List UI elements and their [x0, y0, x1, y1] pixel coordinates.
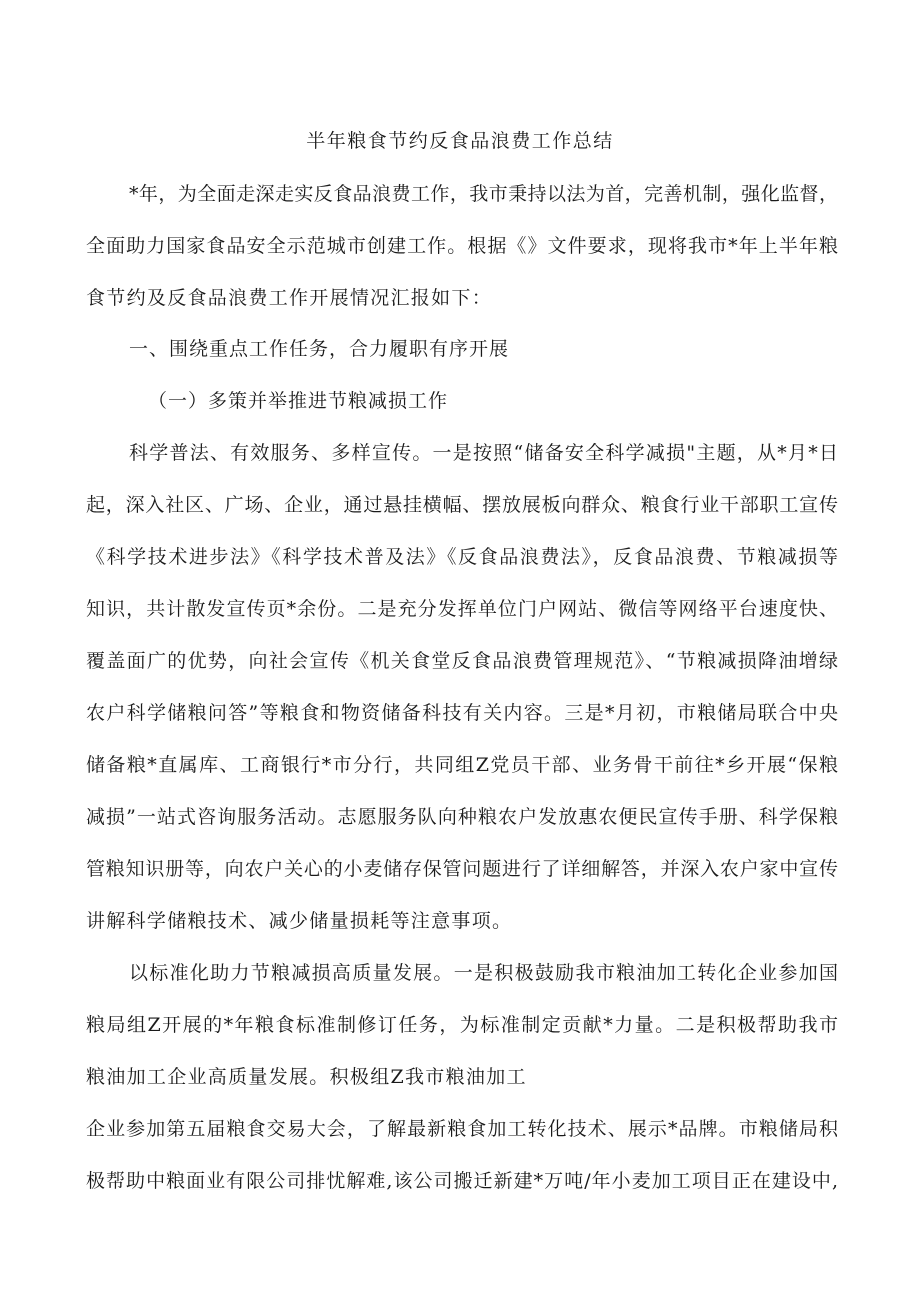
- para3-line-2: 极帮助中粮面业有限公司排忧解难,该公司搬迁新建*万吨/年小麦加工项目正在建设中,: [86, 1170, 838, 1192]
- para1-line-4: 知识，共计散发宣传页*余份。二是充分发挥单位门户网站、微信等网络平台速度快、: [86, 598, 838, 620]
- para1-line-5: 覆盖面广的优势，向社会宣传《机关食堂反食品浪费管理规范》、“节粮减损降油增绿: [86, 650, 838, 672]
- para1-line-1: 科学普法、有效服务、多样宣传。一是按照“储备安全科学减损"主题，从*月*日: [129, 442, 838, 464]
- para1-line-10: 讲解科学储粮技术、减少储量损耗等注意事项。: [86, 910, 513, 932]
- para1-line-3: 《科学技术进步法》《科学技术普及法》《反食品浪费法》，反食品浪费、节粮减损等: [86, 546, 838, 568]
- para1-line-6: 农户科学储粮问答”等粮食和物资储备科技有关内容。三是*月初，市粮储局联合中央: [86, 702, 838, 724]
- intro-line-2: 全面助力国家食品安全示范城市创建工作。根据《》文件要求，现将我市*年上半年粮: [86, 235, 838, 257]
- document-title: 半年粮食节约反食品浪费工作总结: [306, 130, 614, 152]
- intro-line-3: 食节约及反食品浪费工作开展情况汇报如下：: [86, 287, 493, 309]
- para2-line-2: 粮局组Z开展的*年粮食标准制修订任务，为标准制定贡献*力量。二是积极帮助我市: [86, 1014, 838, 1036]
- para1-line-2: 起，深入社区、广场、企业，通过悬挂横幅、摆放展板向群众、粮食行业干部职工宣传: [86, 494, 838, 516]
- para3-line-1: 企业参加第五届粮食交易大会，了解最新粮食加工转化技术、展示*品牌。市粮储局积: [86, 1118, 838, 1140]
- para1-line-9: 管粮知识册等，向农户关心的小麦储存保管问题进行了详细解答，并深入农户家中宣传: [86, 858, 838, 880]
- para1-line-7: 储备粮*直属库、工商银行*市分行，共同组Z党员干部、业务骨干前往*乡开展“保粮: [86, 754, 838, 776]
- section-heading-1: 一、围绕重点工作任务，合力履职有序开展: [129, 338, 510, 360]
- para2-line-3: 粮油加工企业高质量发展。积极组Z我市粮油加工: [86, 1066, 527, 1088]
- para1-line-8: 减损”一站式咨询服务活动。志愿服务队向种粮农户发放惠农便民宣传手册、科学保粮: [86, 806, 838, 828]
- intro-line-1: *年，为全面走深走实反食品浪费工作，我市秉持以法为首，完善机制，强化监督，: [129, 183, 838, 205]
- para2-line-1: 以标准化助力节粮减损高质量发展。一是积极鼓励我市粮油加工转化企业参加国: [129, 962, 838, 984]
- subsection-heading-1: （一）多策并举推进节粮减损工作: [148, 390, 449, 412]
